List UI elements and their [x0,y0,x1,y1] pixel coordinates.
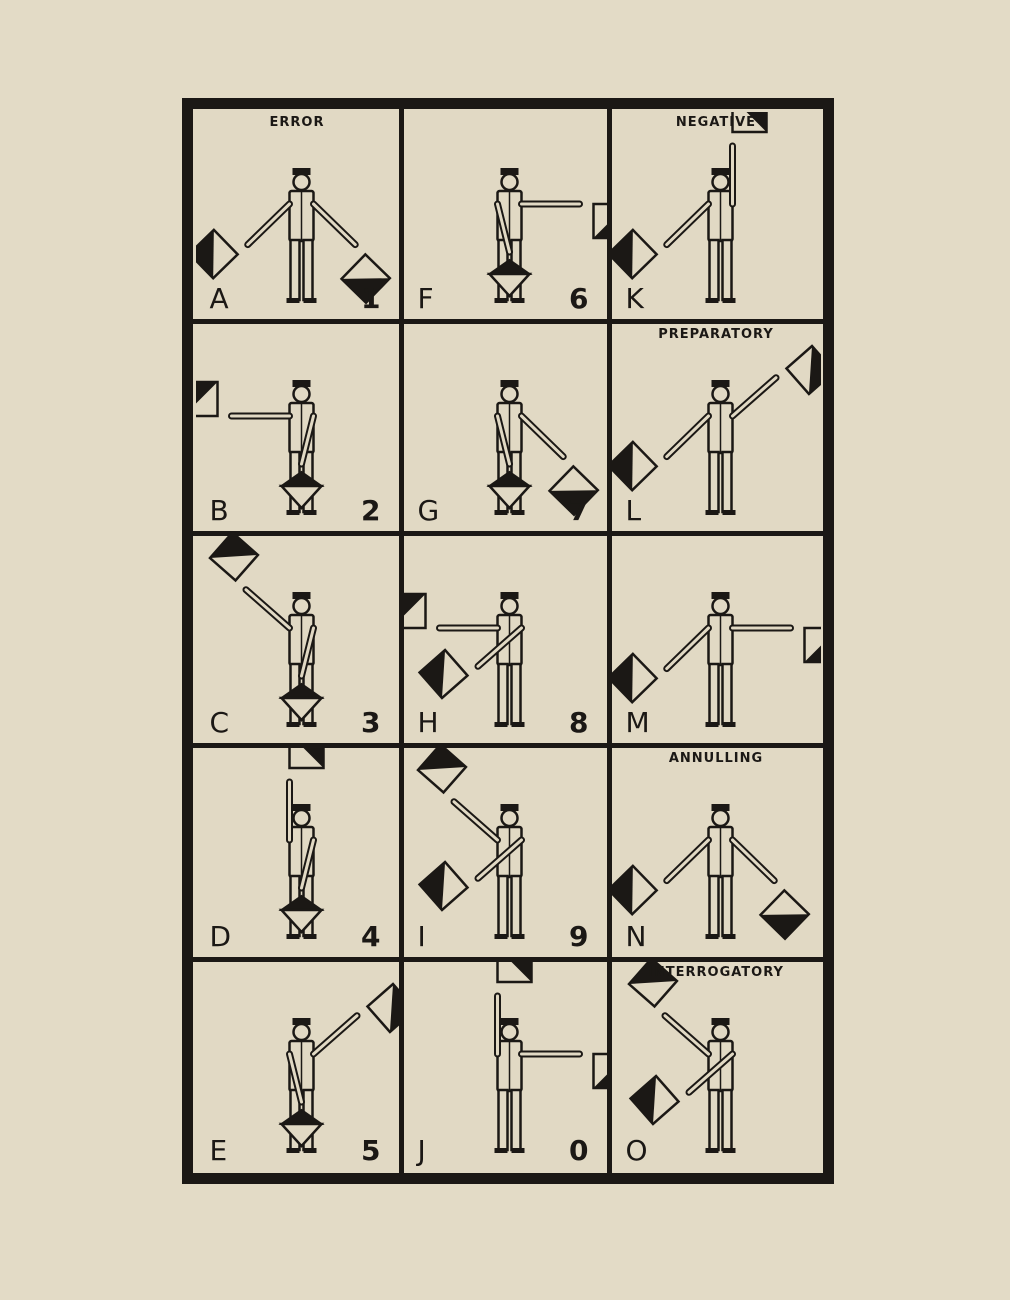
signal-cell-e [196,962,399,1171]
signalman-figure [705,592,735,727]
signalman-figure [494,804,524,939]
signal-cell-i [404,748,607,957]
signal-letter: E [209,1133,228,1167]
signal-number: 7 [569,493,589,527]
signalman-figure [705,1018,735,1153]
signalman-figure [494,592,524,727]
signal-number: 3 [361,705,381,739]
semaphore-flag [281,1110,321,1146]
semaphore-flag [196,382,218,416]
signal-letter: L [625,493,642,527]
signal-letter: N [625,919,647,953]
semaphore-flag [489,260,529,296]
signal-letter: D [209,919,232,953]
signal-cell-b [196,324,399,531]
signal-number: 2 [361,493,381,527]
signal-letter: J [417,1133,426,1167]
semaphore-chart [182,98,834,1184]
signal-cell-n [612,748,821,957]
signal-cell-f [404,112,607,319]
semaphore-flag [404,594,426,628]
signal-cell-g [404,324,607,531]
signal-letter: A [209,281,229,315]
signal-number: 1 [361,281,381,315]
semaphore-flag [419,862,467,910]
signal-number: 8 [569,705,589,739]
signal-caption: PREPARATORY [658,326,774,342]
semaphore-flag [419,650,467,698]
signalman-figure [286,168,316,303]
signal-letter: H [417,705,439,739]
semaphore-flag [804,628,821,662]
signal-number: 6 [569,281,589,315]
signal-letter: O [625,1133,648,1167]
signal-number: 0 [569,1133,589,1167]
signal-cell-h [404,536,607,743]
signal-cell-o [612,962,821,1171]
signal-cell-k [612,112,821,319]
signal-caption: INTERROGATORY [648,964,784,980]
semaphore-flag [612,653,657,701]
signal-letter: G [417,493,440,527]
signalman-figure [705,380,735,515]
semaphore-flag [489,472,529,508]
semaphore-flag [281,896,321,932]
semaphore-flag [612,441,657,489]
signal-letter: K [625,281,644,315]
semaphore-flag [593,204,607,238]
signal-caption: ERROR [269,114,325,130]
signal-letter: M [625,705,650,739]
signal-cell-c [196,536,399,743]
signal-number: 4 [361,919,381,953]
semaphore-flag [210,536,258,580]
signal-letter: C [209,705,230,739]
signal-letter: F [417,281,434,315]
semaphore-flag [281,684,321,720]
semaphore-flag [196,229,238,277]
semaphore-flag [786,346,821,394]
semaphore-flag [630,1076,678,1124]
semaphore-flag [760,890,808,938]
signal-letter: I [417,919,426,953]
signal-number: 5 [361,1133,381,1167]
semaphore-flag [612,229,657,277]
signal-letter: B [209,493,229,527]
signal-cell-j [404,962,607,1171]
signal-illustration [612,324,821,531]
signal-cell-d [196,748,399,957]
semaphore-flag [367,984,399,1032]
signal-number: 9 [569,919,589,953]
semaphore-flag [418,748,466,792]
semaphore-flag [497,962,531,982]
signal-cell-a [196,112,399,319]
signal-caption: NEGATIVE [675,114,757,130]
semaphore-flag [281,472,321,508]
signal-cell-l [612,324,821,531]
signal-caption: ANNULLING [668,750,764,766]
semaphore-flag [593,1054,607,1088]
semaphore-flag [612,865,657,913]
signalman-figure [705,804,735,939]
semaphore-flag [289,748,323,768]
signal-cell-m [612,536,821,743]
